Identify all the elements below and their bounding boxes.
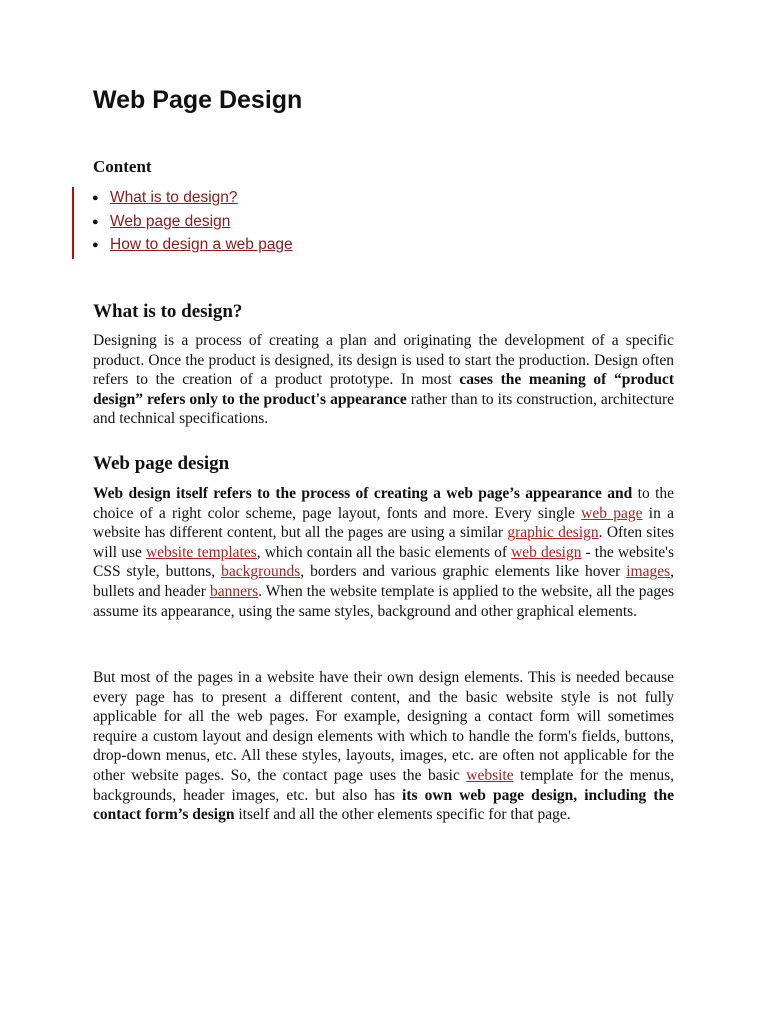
link-images[interactable]: images: [626, 563, 671, 581]
bullet-icon: ●: [92, 215, 99, 228]
text-run: . When the website template is applied to the website, all the pages assume its appearance, using the same styles, background and other graphical elements.: [93, 582, 674, 620]
link-web-page[interactable]: web page: [581, 504, 643, 522]
section1-paragraph: [93, 331, 674, 429]
bold-text-run: cases the meaning of “product design” refers only to the product's appearance: [93, 371, 675, 408]
bullet-icon: ●: [92, 239, 99, 251]
text-run: , borders and various graphic elements like hover: [300, 563, 627, 581]
link-website-templates[interactable]: website templates: [145, 543, 257, 561]
toc-accent-bar: [72, 187, 74, 259]
text-run: to the choice of a right color scheme, page layout, fonts and more. Every single: [93, 485, 675, 522]
link-backgrounds[interactable]: backgrounds: [221, 563, 301, 581]
text-run: itself and all the other elements specific for that page.: [234, 806, 571, 824]
bold-text-run: Web design itself refers to the process of creating a web page’s appearance and: [93, 485, 633, 502]
bold-text-run: its own web page design, including the contact form’s design: [93, 786, 674, 824]
text-run: Designing is a process of creating a plan and originating the development of a specific product. Once the product is designed, its design is used to start the production. Design often refers to the creation of a product prototype. In most: [93, 332, 674, 389]
text-run: rather than to its construction, architecture and technical specifications.: [93, 390, 674, 428]
toc-item: [93, 211, 293, 235]
link-graphic-design[interactable]: graphic design: [507, 524, 599, 542]
section2-paragraph-1: [93, 484, 674, 621]
text-run: , which contain all the basic elements of: [256, 543, 512, 561]
text-run: , bullets and header: [93, 563, 674, 600]
bullet-icon: ●: [92, 192, 99, 204]
toc-item: [93, 234, 293, 258]
toc-link-web-page-design[interactable]: Web page design: [110, 212, 231, 230]
text-run: in a website has different content, but all the pages are using a similar: [93, 504, 674, 542]
section-heading-what-is-design: What is to design?: [93, 301, 243, 322]
link-web-design[interactable]: web design: [511, 543, 582, 561]
text-run: template for the menus, backgrounds, header images, etc. but also has: [93, 766, 675, 804]
section-heading-web-page-design: Web page design: [93, 453, 230, 474]
section2-paragraph-2: [93, 668, 674, 825]
link-banners[interactable]: banners: [209, 582, 259, 600]
text-run: . Often sites will use: [93, 524, 674, 561]
table-of-contents: [93, 187, 293, 258]
text-run: - the website's CSS style, buttons,: [93, 543, 675, 581]
text-run: But most of the pages in a website have their own design elements. This is needed because every page has to present a different content, and the basic website style is not fully applicable for all the web pages. For example, designing a contact form will sometimes require a custom layout and design elements with which to handle the form's fields, buttons, drop-down menus, etc. All these styles, layouts, images, etc. are often not applicable for the other website pages. So, the contact page uses the basic: [93, 669, 674, 784]
page-title: Web Page Design: [93, 86, 303, 114]
toc-link-how-to-design[interactable]: How to design a web page: [110, 236, 293, 253]
content-label: Content: [93, 157, 152, 176]
link-website[interactable]: website: [466, 766, 514, 784]
toc-item: [93, 187, 293, 211]
toc-link-what-is-design[interactable]: What is to design?: [110, 189, 238, 206]
